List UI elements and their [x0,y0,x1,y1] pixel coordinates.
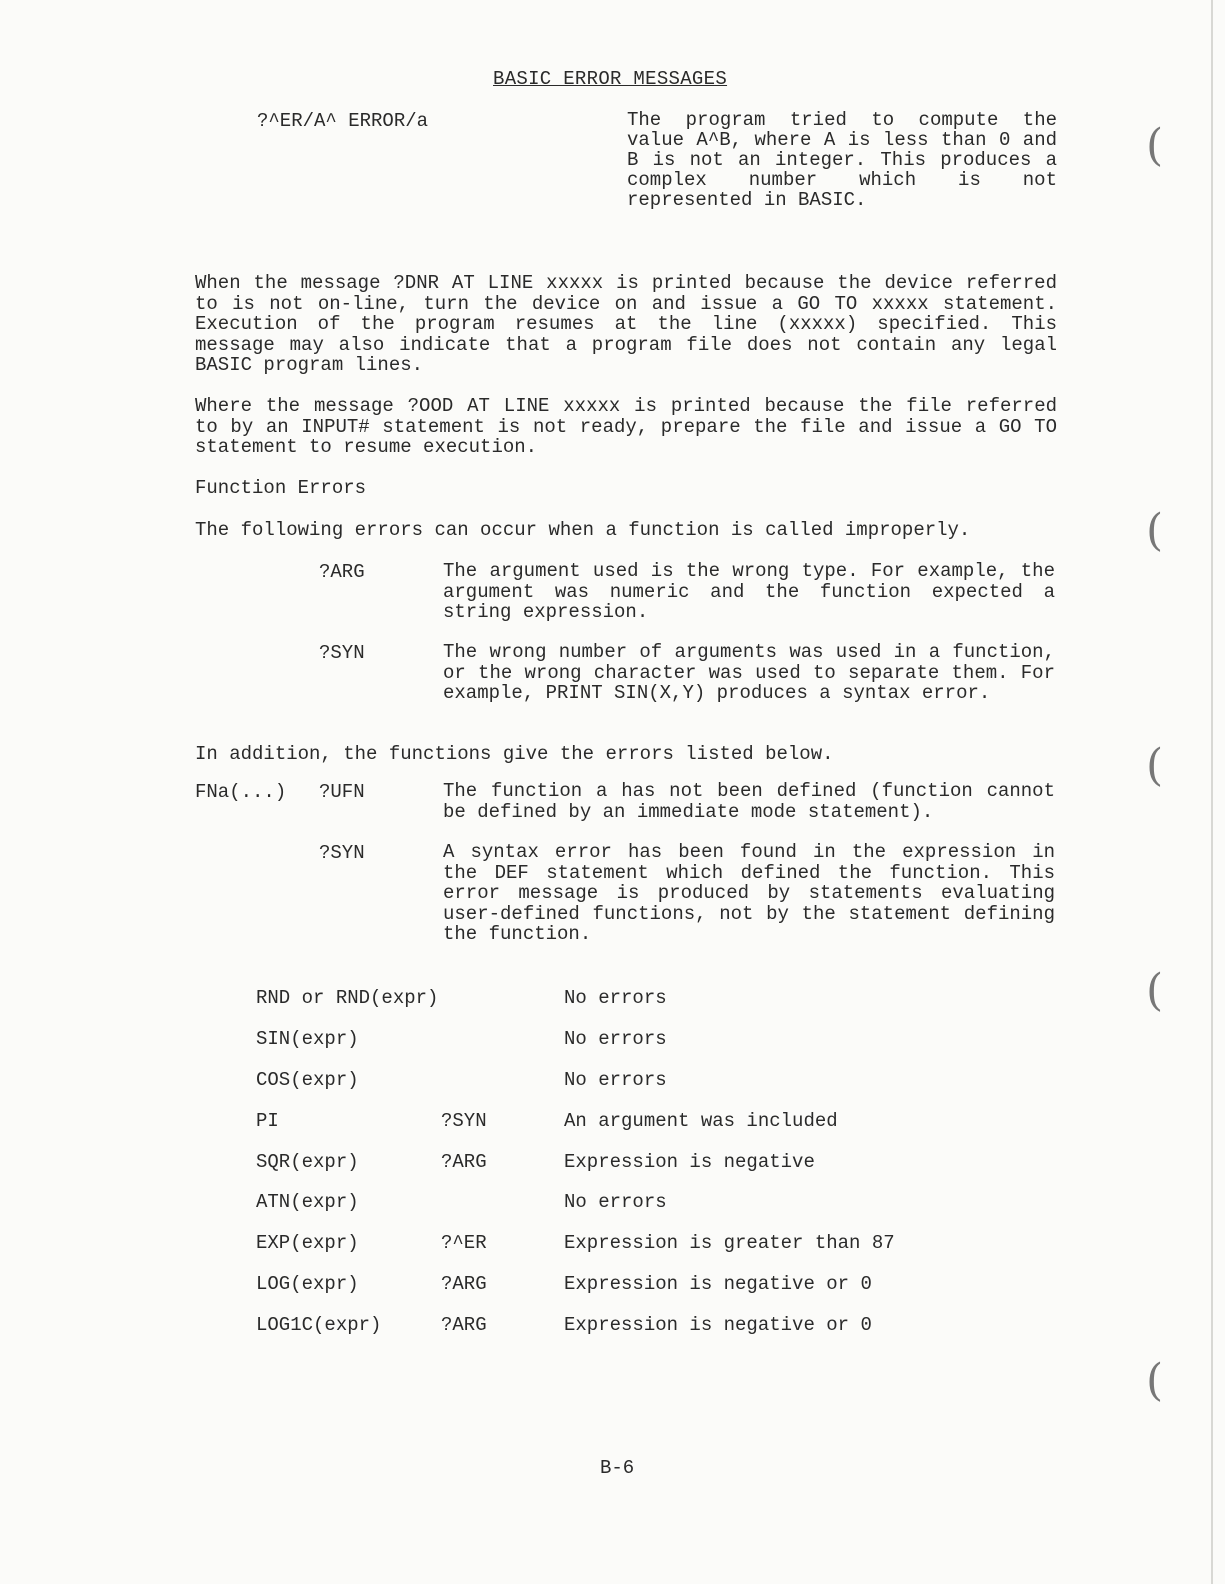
error-code: ?ARG [441,1151,487,1173]
error-description: The argument used is the wrong type. For example, the argument was numeric and the function expected a string expression. [443,560,1055,624]
error-result: No errors [564,987,667,1009]
error-code: ?^ER/A^ ERROR/a [257,110,429,132]
function-name: PI [256,1110,279,1132]
binder-hole-mark: ( [1146,1355,1164,1406]
error-code: ?SYN [319,842,365,864]
error-result: No errors [564,1028,667,1050]
binder-hole-mark: ( [1146,740,1164,791]
error-description [627,110,1057,210]
function-name: FNa(...) [195,781,287,803]
binder-hole-mark: ( [1146,120,1164,171]
function-name: SQR(expr) [256,1151,359,1173]
addition-paragraph: In addition, the functions give the errors listed below. [195,743,834,765]
error-result: No errors [564,1069,667,1091]
error-description: A syntax error has been found in the expression in the DEF statement which defined the function. This error message is produced by statements evaluating user-defined functions, not by the statement defining the function. [443,841,1055,946]
table-row [256,1110,956,1132]
intro-paragraph: The following errors can occur when a function is called improperly. [195,519,971,541]
function-name: RND or RND(expr) [256,987,439,1009]
function-name: LOG1C(expr) [256,1314,382,1336]
error-code: ?SYN [319,642,365,664]
table-row [256,987,956,1009]
error-description-text: The program tried to compute the value A^B, where A is less than 0 and B is not an integer. This produces a complex number which is not represented in BASIC. [627,109,1057,211]
error-code: ?ARG [441,1314,487,1336]
page-edge [1211,0,1213,1584]
table-row [256,1273,956,1295]
page-title: BASIC ERROR MESSAGES [493,68,728,90]
error-entry-er-a [257,110,1062,210]
table-row [256,1151,956,1173]
error-result: Expression is negative or 0 [564,1273,872,1295]
error-description: The function a has not been defined (function cannot be defined by an immediate mode statement). [443,780,1055,823]
function-name: EXP(expr) [256,1232,359,1254]
table-row [256,1191,956,1213]
table-row [256,1314,956,1336]
error-code: ?ARG [319,561,365,583]
error-result: Expression is negative [564,1151,815,1173]
table-row [256,1028,956,1050]
error-description: The wrong number of arguments was used in a function, or the wrong character was used to separate them. For example, PRINT SIN(X,Y) produces a syntax error. [443,641,1055,705]
table-row [256,1232,956,1254]
section-heading: Function Errors [195,477,367,499]
error-result: Expression is greater than 87 [564,1232,895,1254]
table-row [256,1069,956,1091]
binder-hole-mark: ( [1146,965,1164,1016]
error-result: Expression is negative or 0 [564,1314,872,1336]
error-code: ?UFN [319,781,365,803]
function-name: ATN(expr) [256,1191,359,1213]
error-code: ?ARG [441,1273,487,1295]
error-code: ?^ER [441,1232,487,1254]
page-number: B-6 [600,1457,635,1479]
function-name: SIN(expr) [256,1028,359,1050]
error-result: No errors [564,1191,667,1213]
function-name: LOG(expr) [256,1273,359,1295]
function-name: COS(expr) [256,1069,359,1091]
error-result: An argument was included [564,1110,838,1132]
dnr-paragraph: When the message ?DNR AT LINE xxxxx is printed because the device referred to is not on-line, turn the device on and issue a GO TO xxxxx statement. Execution of the program resumes at the line (xxxxx) specified. This message may also indicate that a program file does not contain any legal BASIC program lines. [195,272,1057,377]
error-code: ?SYN [441,1110,487,1132]
ood-paragraph: Where the message ?OOD AT LINE xxxxx is printed because the file referred to by an INPUT# statement is not ready, prepare the file and issue a GO TO statement to resume execution. [195,395,1057,459]
binder-hole-mark: ( [1146,505,1164,556]
